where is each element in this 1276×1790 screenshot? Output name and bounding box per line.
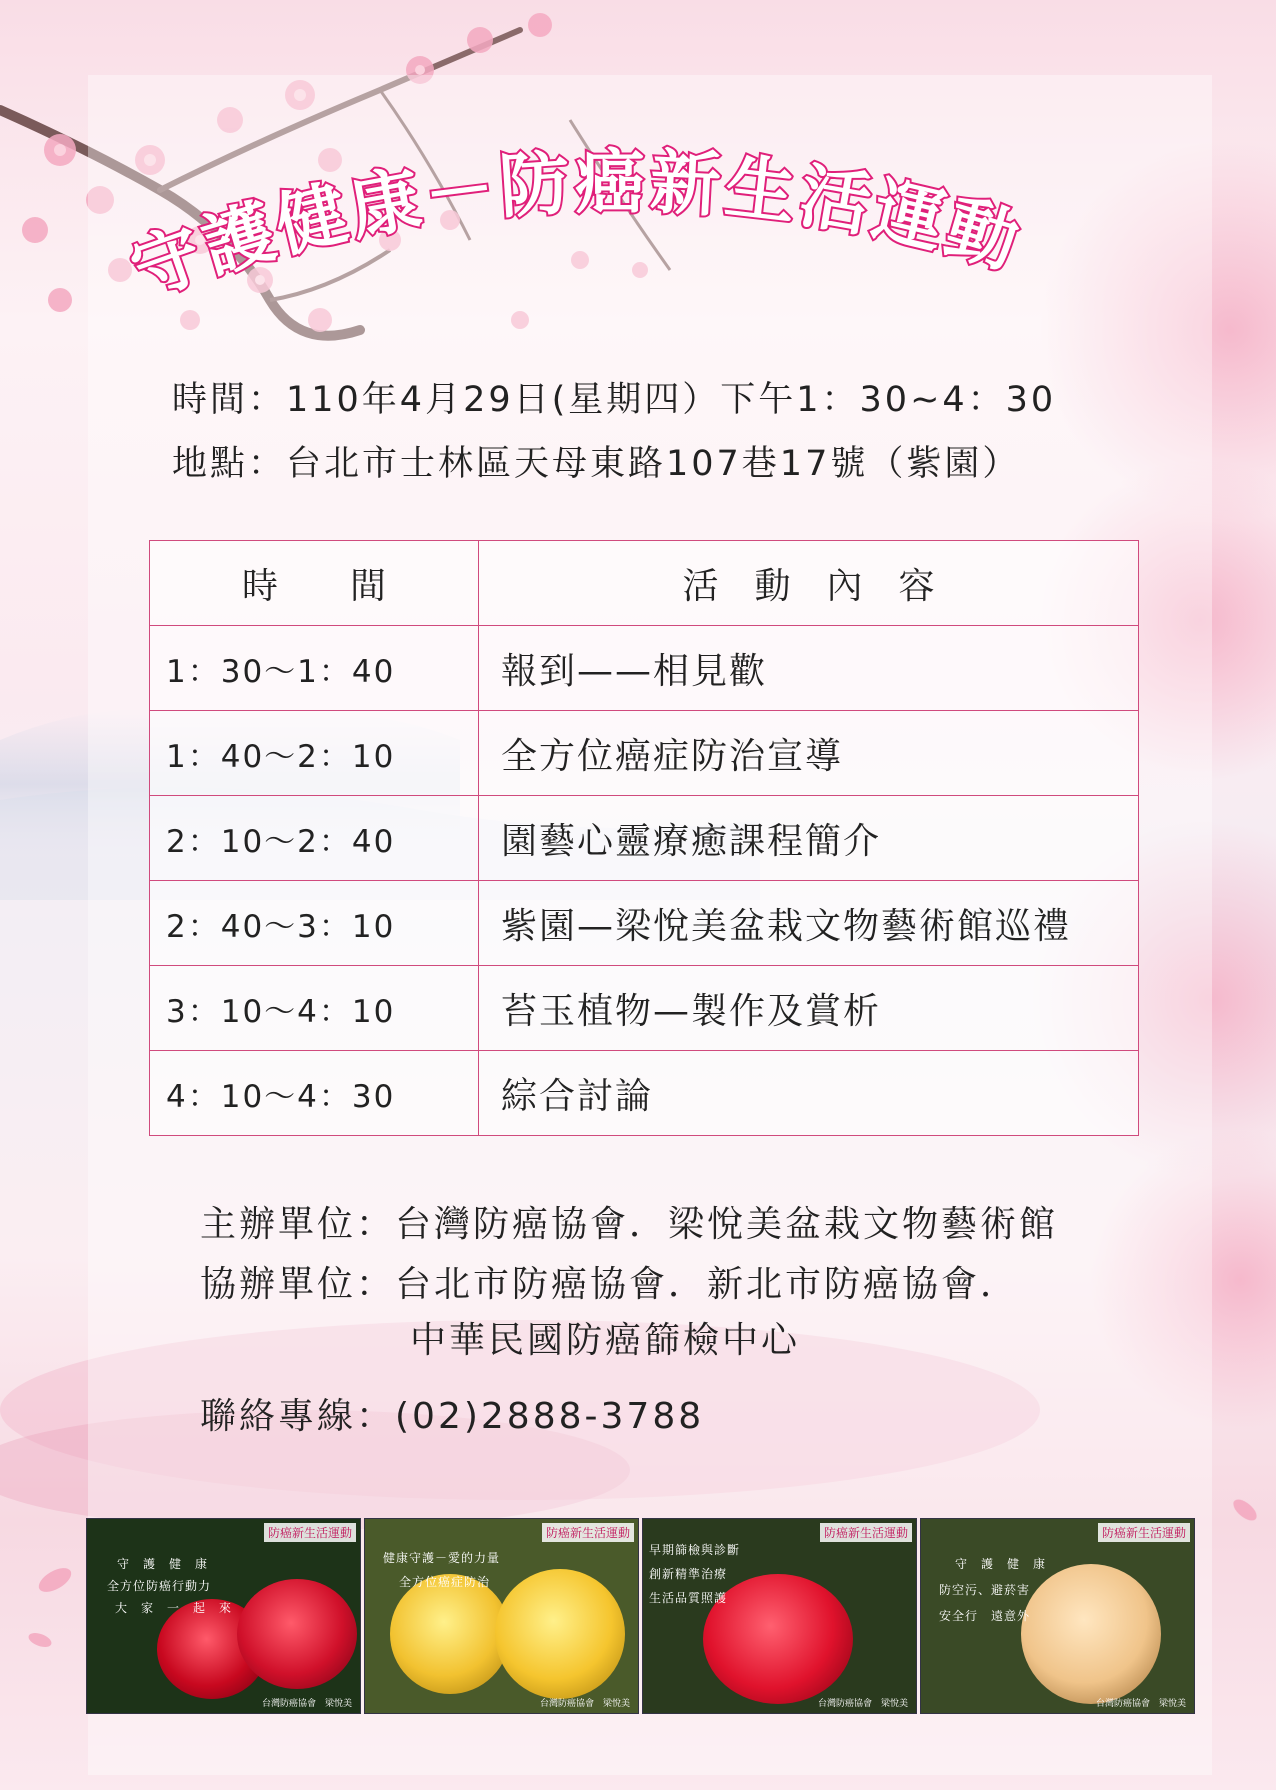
card-line: 大 家 一 起 來	[115, 1601, 233, 1615]
rose-card	[364, 1518, 639, 1714]
yellow-rose-image	[495, 1569, 625, 1699]
row-content: 綜合討論	[479, 1051, 1139, 1136]
header-time: 時 間	[150, 541, 479, 626]
card-footer: 台灣防癌協會 梁悅美	[261, 1699, 352, 1709]
row-time: 3：10～4：10	[150, 966, 479, 1051]
table-row	[150, 881, 1139, 966]
row-time: 1：40～2：10	[150, 711, 479, 796]
row-time: 1：30～1：40	[150, 626, 479, 711]
title-banner	[80, 60, 1220, 320]
card-header: 防癌新生活運動	[820, 1523, 912, 1542]
row-content: 紫園—梁悅美盆栽文物藝術館巡禮	[479, 881, 1139, 966]
card-footer: 台灣防癌協會 梁悅美	[539, 1699, 630, 1709]
host-organizer: 主辦單位：台灣防癌協會．梁悅美盆栽文物藝術館	[200, 1204, 1059, 1245]
rose-card	[86, 1518, 361, 1714]
rose-card	[642, 1518, 917, 1714]
row-time: 2：40～3：10	[150, 881, 479, 966]
card-line: 守 護 健 康	[955, 1557, 1047, 1571]
cohost-organizer: 協辦單位：台北市防癌協會．新北市防癌協會．	[200, 1264, 1020, 1305]
row-content: 園藝心靈療癒課程簡介	[479, 796, 1139, 881]
table-row	[150, 796, 1139, 881]
card-header: 防癌新生活運動	[1098, 1523, 1190, 1542]
card-line: 守 護 健 康	[117, 1557, 209, 1571]
card-line: 安全行 遠意外	[939, 1609, 1031, 1623]
card-header: 防癌新生活運動	[264, 1523, 356, 1542]
contact-line: 聯絡專線：(02)2888-3788	[200, 1396, 705, 1437]
cohost-organizer-continued: 中華民國防癌篩檢中心	[410, 1320, 801, 1361]
header-content: 活 動 內 容	[479, 541, 1139, 626]
yellow-rose-image	[390, 1574, 510, 1694]
red-rose-image	[237, 1579, 357, 1689]
card-footer: 台灣防癌協會 梁悅美	[1095, 1699, 1186, 1709]
rose-card	[920, 1518, 1195, 1714]
card-line: 健康守護－愛的力量	[383, 1551, 501, 1565]
card-line: 防空污、避菸害	[939, 1583, 1031, 1597]
card-footer: 台灣防癌協會 梁悅美	[817, 1699, 908, 1709]
card-line: 早期篩檢與診斷	[649, 1543, 741, 1557]
card-line: 生活品質照護	[649, 1591, 728, 1605]
row-content: 苔玉植物—製作及賞析	[479, 966, 1139, 1051]
card-header: 防癌新生活運動	[542, 1523, 634, 1542]
peach-rose-image	[1021, 1564, 1161, 1704]
event-place: 地點：台北市士林區天母東路107巷17號（紫園）	[172, 444, 1021, 484]
row-content: 全方位癌症防治宣導	[479, 711, 1139, 796]
row-time: 2：10～2：40	[150, 796, 479, 881]
card-line: 全方位癌症防治	[399, 1575, 491, 1589]
table-row	[150, 1051, 1139, 1136]
schedule-table	[149, 540, 1139, 1136]
row-content: 報到——相見歡	[479, 626, 1139, 711]
title: 守護健康－防癌新生活運動	[120, 141, 1031, 313]
row-time: 4：10～4：30	[150, 1051, 479, 1136]
table-header-row	[150, 541, 1139, 626]
table-row	[150, 966, 1139, 1051]
card-line: 創新精準治療	[649, 1567, 728, 1581]
table-row	[150, 626, 1139, 711]
table-row	[150, 711, 1139, 796]
event-time: 時間：110年4月29日(星期四）下午1：30~4：30	[172, 380, 1057, 420]
card-line: 全方位防癌行動力	[107, 1579, 212, 1593]
